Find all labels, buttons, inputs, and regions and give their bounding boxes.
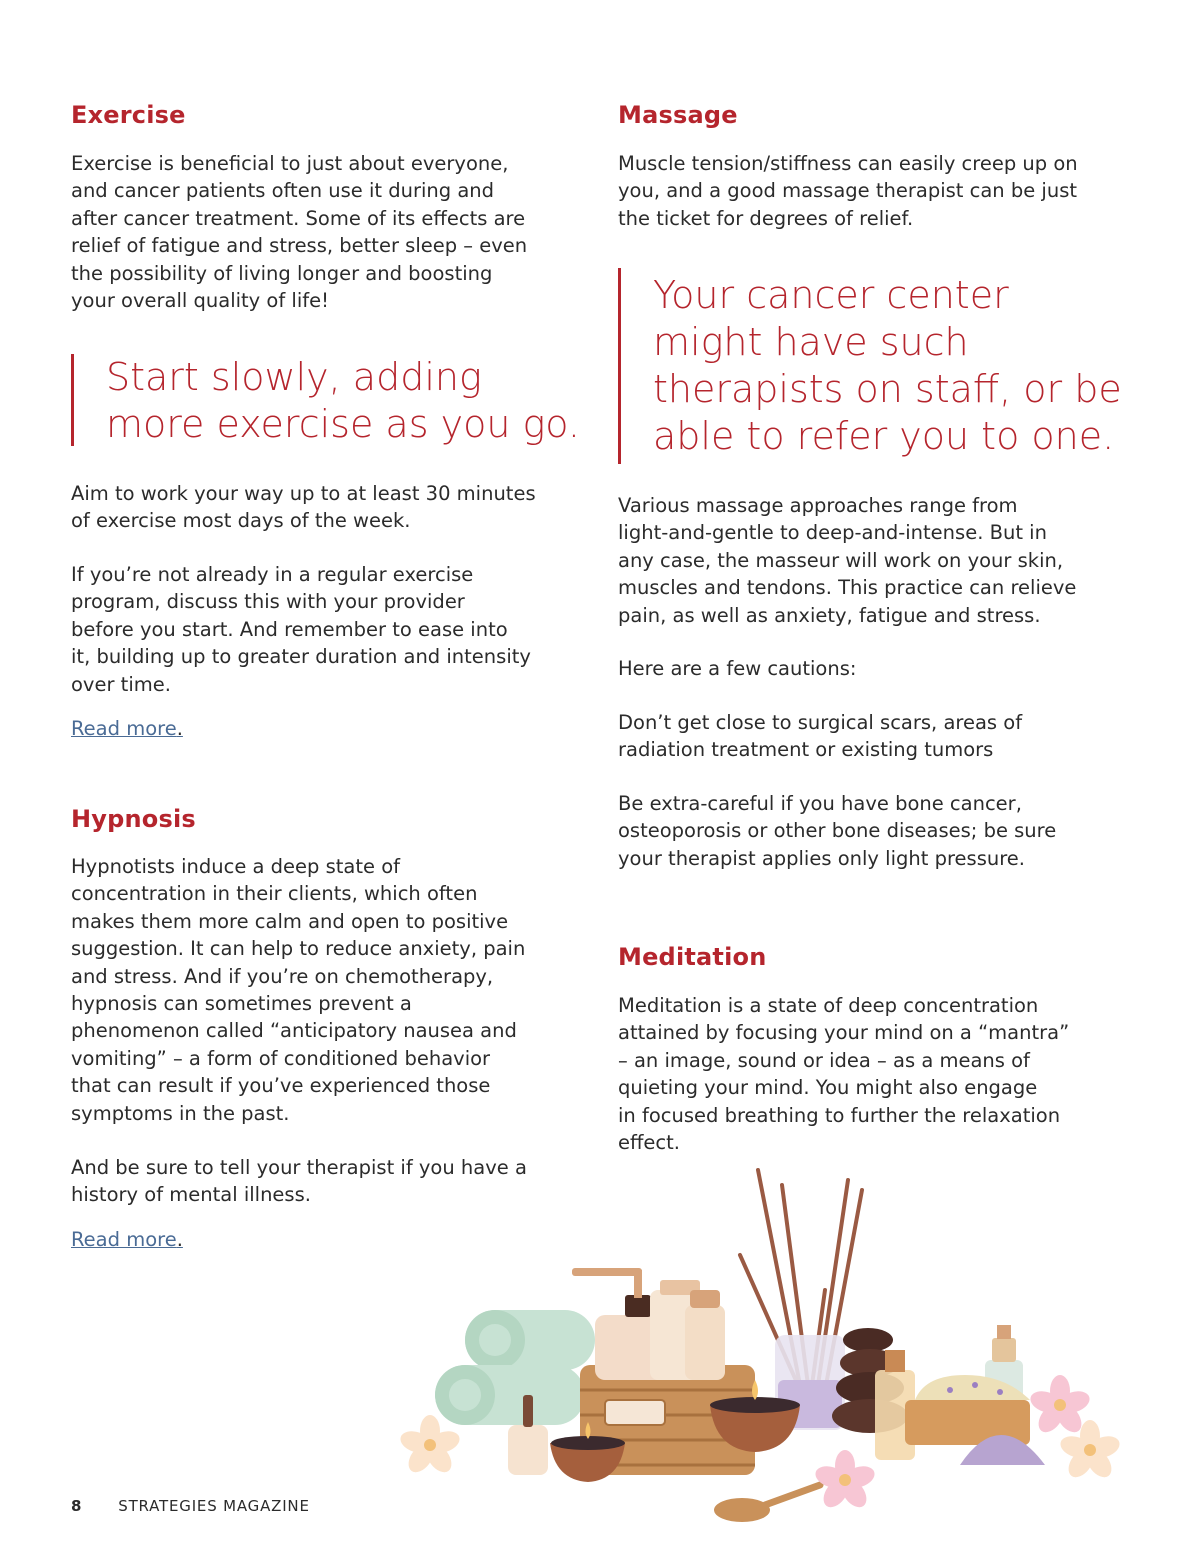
massage-paragraph-5: Be extra-careful if you have bone cancer, osteoporosis or other bone diseases; be sure your therapist applies only light pressure. (618, 792, 1057, 870)
massage-intro: Muscle tension/stiffness can easily creep up on you, and a good massage therapist can be just the ticket for degrees of relief. (618, 152, 1078, 230)
exercise-read-more-link[interactable]: Read more. (71, 717, 183, 740)
massage-paragraph-3: Here are a few cautions: (618, 657, 857, 680)
exercise-pull-quote: Start slowly, adding more exercise as you go. (106, 355, 580, 446)
rolled-towels-icon (435, 1310, 595, 1425)
massage-paragraph-4: Don’t get close to surgical scars, areas of radiation treatment or existing tumors (618, 711, 1023, 762)
massage-pull-quote: Your cancer center might have such therapists on staff, or be able to refer you to one. (653, 273, 1122, 458)
page-number: 8 (71, 1497, 83, 1515)
massage-paragraph-2: Various massage approaches range from light-and-gentle to deep-and-intense. But in any case, the masseur will work on your skin, muscles and tendons. This practice can relieve pain, as well as anxiety, fatigue and stress. (618, 494, 1077, 627)
exercise-paragraph-2: Aim to work your way up to at least 30 minutes of exercise most days of the week. (71, 482, 536, 533)
exercise-heading: Exercise (71, 101, 186, 129)
hypnosis-heading: Hypnosis (71, 805, 196, 833)
meditation-paragraph-1: Meditation is a state of deep concentration attained by focusing your mind on a “mantra” – an image, sound or idea – as a means of quieting your mind. You might also engage in focused breathing to further the relaxation effect. (618, 994, 1070, 1155)
hypnosis-paragraph-2: And be sure to tell your therapist if you have a history of mental illness. (71, 1156, 527, 1207)
exercise-intro: Exercise is beneficial to just about everyone, and cancer patients often use it during and after cancer treatment. Some of its effects are relief of fatigue and stress, better sleep – even the possibility of living longer and boosting your overall quality of life! (71, 152, 528, 313)
massage-quote-bar (618, 268, 621, 464)
exercise-quote-bar (71, 354, 74, 446)
hypnosis-paragraph-1: Hypnotists induce a deep state of concentration in their clients, which often makes them more calm and open to positive suggestion. It can help to reduce anxiety, pain and stress. And if you’re on chemotherapy, hypnosis can sometimes prevent a phenomenon called “anticipatory nausea and vomiting” – a form of conditioned behavior that can result if you’ve experienced those symptoms in the past. (71, 855, 526, 1125)
wooden-spoon-icon (714, 1485, 820, 1522)
page-footer (71, 1497, 310, 1515)
exercise-paragraph-3: If you’re not already in a regular exercise program, discuss this with your provider before you start. And remember to ease into it, building up to greater duration and intensity over time. (71, 563, 531, 696)
meditation-heading: Meditation (618, 943, 767, 971)
cosmetic-jars-icon (650, 1280, 725, 1380)
publication-name: STRATEGIES MAGAZINE (118, 1497, 310, 1515)
spa-illustration (380, 1160, 1160, 1545)
massage-heading: Massage (618, 101, 738, 129)
hypnosis-read-more-link[interactable]: Read more. (71, 1228, 183, 1251)
